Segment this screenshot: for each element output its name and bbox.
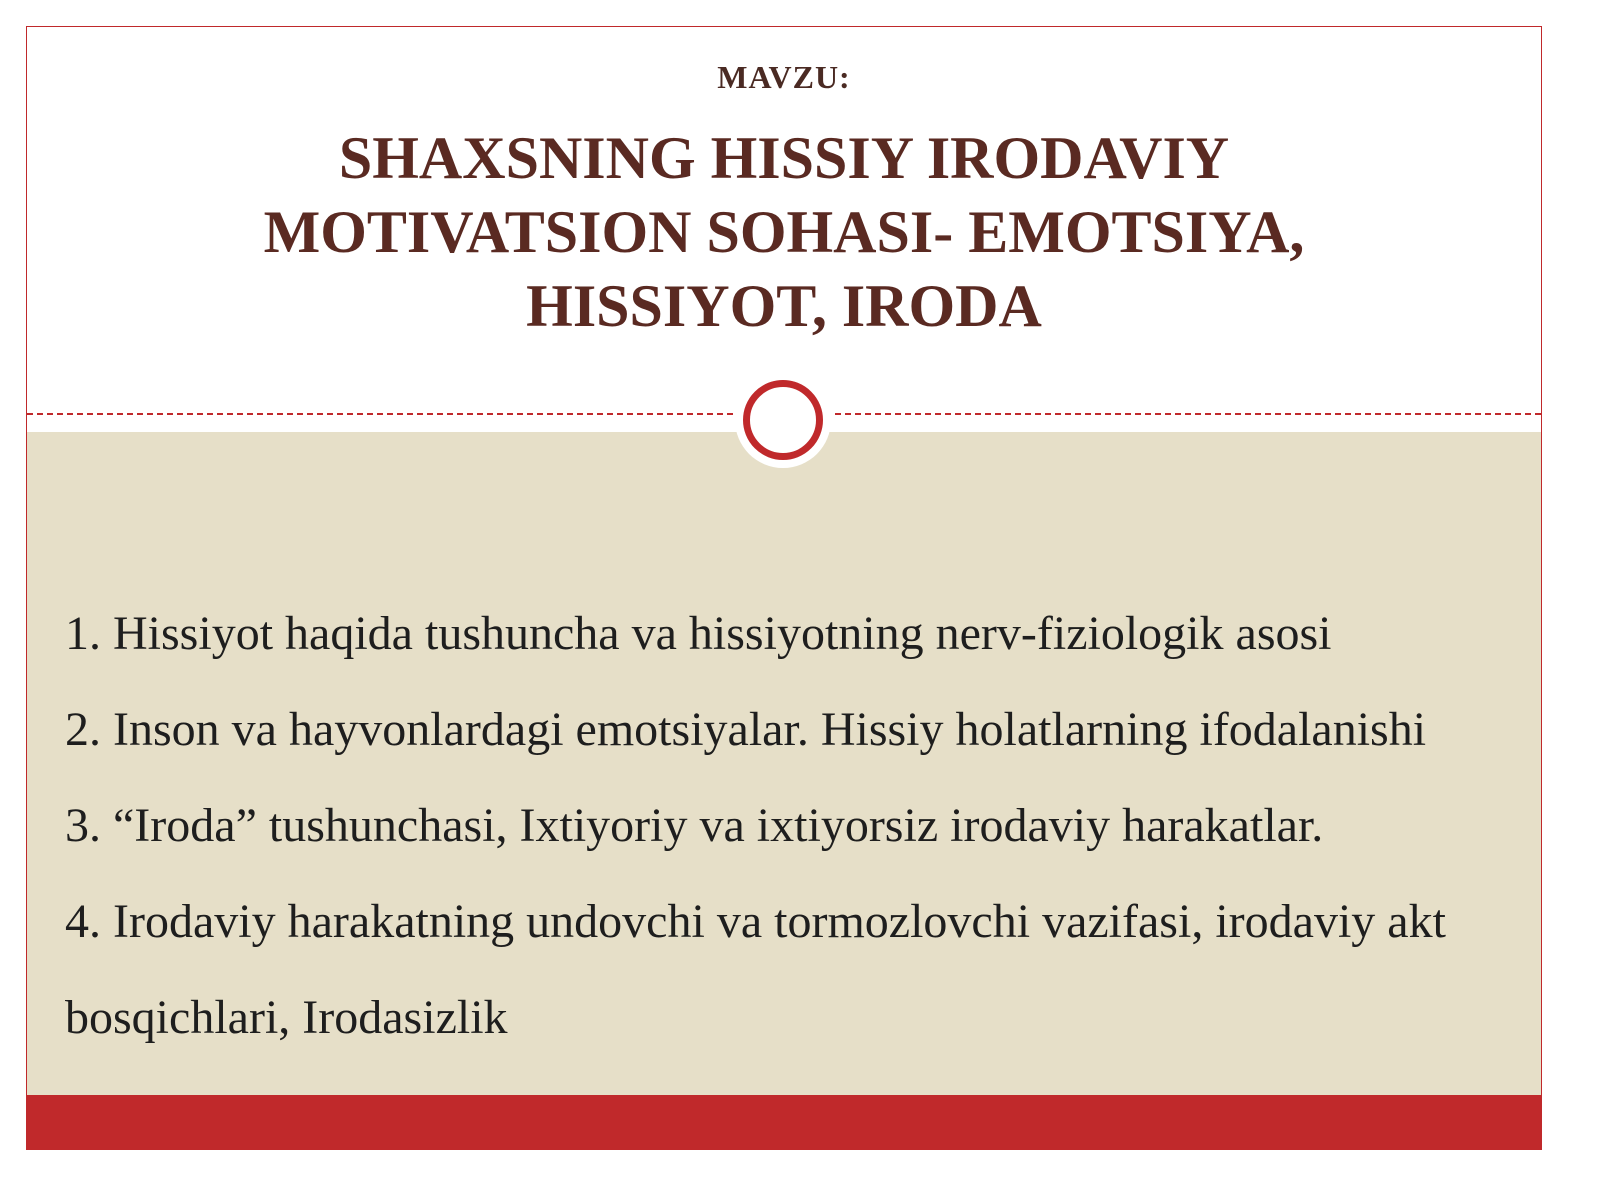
topic-list xyxy=(65,586,1535,1066)
slide xyxy=(26,26,1542,1150)
slide-subtitle: MAVZU: xyxy=(717,59,851,95)
list-item: 3. “Iroda” tushunchasi, Ixtiyoriy va ixtiyorsiz irodaviy harakatlar. xyxy=(65,799,1324,852)
slide-title: SHAXSNING HISSIY IRODAVIY MOTIVATSION SOHASI- EMOTSIYA, HISSIYOT, IRODA xyxy=(263,125,1305,339)
title-area xyxy=(27,27,1541,417)
divider-line-left xyxy=(27,413,733,415)
list-item: 1. Hissiyot haqida tushuncha va hissiyotning nerv-fiziologik asosi xyxy=(65,607,1332,660)
content-area xyxy=(27,432,1541,1097)
divider-line-right xyxy=(835,413,1541,415)
circle-ring-icon xyxy=(743,380,823,460)
list-item: 4. Irodaviy harakatning undovchi va tormozlovchi vazifasi, irodaviy akt bosqichlari, Irodasizlik xyxy=(65,895,1446,1044)
list-item: 2. Inson va hayvonlardagi emotsiyalar. Hissiy holatlarning ifodalanishi xyxy=(65,703,1427,756)
footer-bar xyxy=(27,1095,1541,1149)
